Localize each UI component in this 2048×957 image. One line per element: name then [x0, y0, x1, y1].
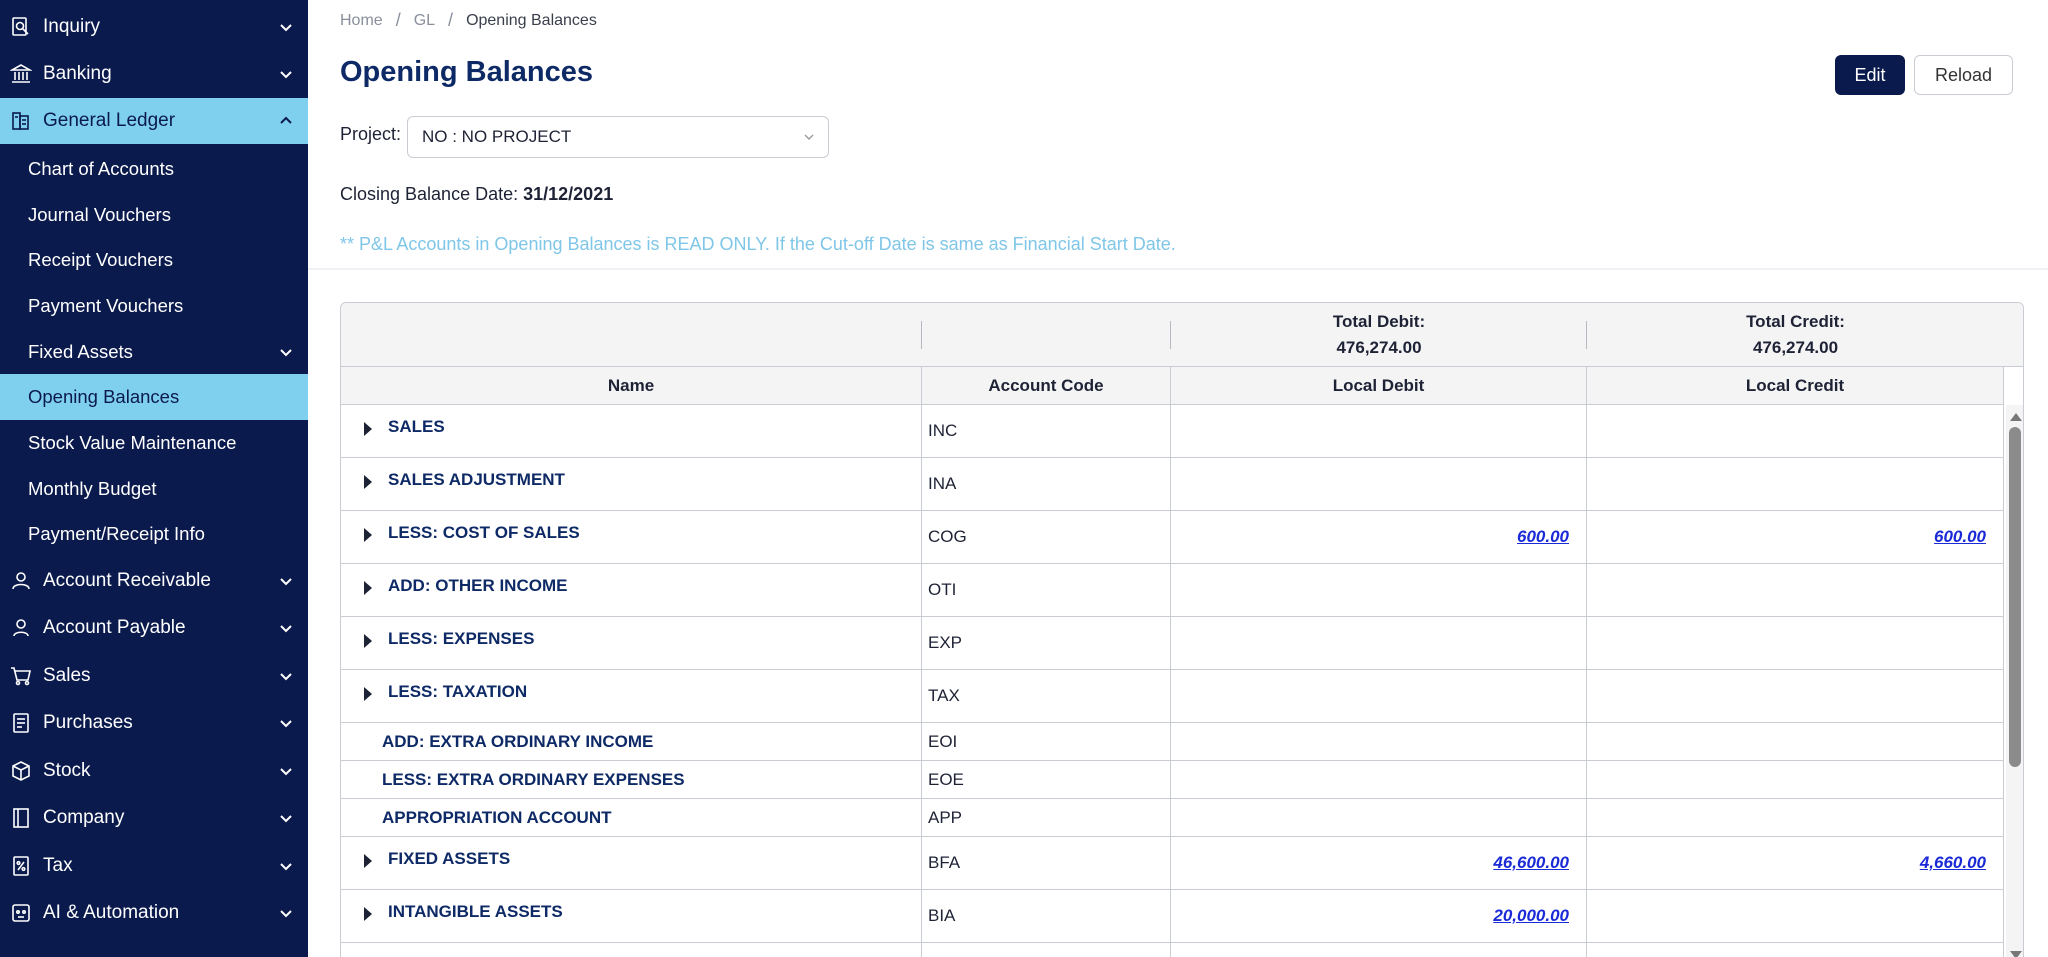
account-name: APPROPRIATION ACCOUNT	[382, 807, 612, 827]
account-code: INC	[922, 405, 1171, 457]
table-row[interactable]	[341, 943, 2004, 957]
local-credit-cell	[1587, 943, 2004, 957]
debit-amount-link[interactable]: 20,000.00	[1493, 906, 1569, 925]
company-icon	[10, 807, 32, 829]
receivable-icon	[10, 570, 32, 592]
chevron-down-icon	[278, 905, 294, 921]
column-header-debit[interactable]: Local Debit	[1171, 367, 1587, 405]
local-credit-cell	[1587, 458, 2004, 510]
local-credit-cell	[1587, 761, 2004, 798]
table-row[interactable]	[341, 761, 2004, 799]
total-debit-label: Total Debit:	[1332, 312, 1426, 331]
sidebar-item-inquiry[interactable]	[0, 4, 308, 50]
sidebar-subitem-journal-vouchers[interactable]: Journal Vouchers	[28, 204, 171, 225]
sidebar-item-ai-automation[interactable]	[0, 890, 308, 936]
breadcrumb-home-link[interactable]: Home	[340, 11, 383, 29]
sidebar-item-label: Account Payable	[43, 617, 186, 638]
totals-header	[341, 303, 2024, 367]
reload-button[interactable]: Reload	[1914, 55, 2013, 95]
table-row[interactable]	[341, 837, 2004, 890]
sidebar-item-label: Company	[43, 807, 125, 828]
breadcrumb-separator: /	[395, 10, 401, 30]
sidebar-subitem-monthly-budget[interactable]: Monthly Budget	[28, 478, 157, 499]
sidebar-subitem-opening-balances[interactable]: Opening Balances	[0, 374, 308, 420]
total-credit-label: Total Credit:	[1746, 312, 1845, 331]
local-debit-cell	[1171, 564, 1587, 616]
scroll-up-icon[interactable]	[2010, 413, 2022, 421]
chevron-down-icon	[278, 344, 294, 360]
project-select-value: NO : NO PROJECT	[422, 127, 572, 146]
chevron-down-icon	[278, 66, 294, 82]
payable-icon	[10, 617, 32, 639]
name-cell	[341, 799, 922, 836]
account-name: LESS: TAXATION	[388, 682, 528, 701]
local-credit-cell	[1587, 564, 2004, 616]
account-name: LESS: EXTRA ORDINARY EXPENSES	[382, 769, 685, 789]
local-debit-cell	[1171, 511, 1587, 563]
ai-icon	[10, 902, 32, 924]
table-row[interactable]	[341, 799, 2004, 837]
local-debit-cell	[1171, 617, 1587, 669]
name-cell	[341, 670, 922, 722]
scroll-down-icon[interactable]	[2010, 951, 2022, 957]
name-cell	[341, 511, 922, 563]
closing-balance-value: 31/12/2021	[523, 184, 614, 204]
expand-icon[interactable]	[364, 634, 372, 648]
chevron-up-icon	[278, 113, 294, 129]
sidebar-item-account-payable[interactable]	[0, 605, 308, 651]
table-row[interactable]	[341, 405, 2004, 458]
account-name: LESS: EXPENSES	[388, 629, 535, 648]
opening-balances-table	[340, 302, 2024, 957]
total-debit-value: 476,274.00	[1336, 338, 1422, 357]
sidebar-item-label: Sales	[43, 665, 91, 686]
name-cell	[341, 564, 922, 616]
page-title: Opening Balances	[340, 56, 594, 88]
sidebar-item-purchases[interactable]	[0, 700, 308, 746]
chevron-down-icon	[278, 19, 294, 35]
read-only-notice: ** P&L Accounts in Opening Balances is READ ONLY. If the Cut-off Date is same as Financial Start Date.	[340, 234, 1176, 254]
local-debit-cell	[1171, 890, 1587, 942]
breadcrumb-separator: /	[448, 10, 454, 30]
account-name: ADD: OTHER INCOME	[388, 576, 568, 595]
sidebar-item-label: Stock	[43, 760, 91, 781]
table-row[interactable]	[341, 890, 2004, 943]
account-code: OTI	[922, 564, 1171, 616]
table-row[interactable]	[341, 564, 2004, 617]
column-headers	[341, 367, 2004, 405]
chevron-down-icon	[278, 810, 294, 826]
breadcrumb	[340, 10, 597, 31]
local-debit-cell	[1171, 723, 1587, 760]
table-row[interactable]	[341, 511, 2004, 564]
column-header-credit[interactable]: Local Credit	[1587, 367, 2004, 405]
account-name: LESS: COST OF SALES	[388, 523, 580, 542]
name-cell	[341, 458, 922, 510]
name-cell	[341, 617, 922, 669]
inquiry-icon	[10, 16, 32, 38]
account-name: FIXED ASSETS	[388, 849, 511, 868]
ledger-icon	[10, 110, 32, 132]
account-code: COG	[922, 511, 1171, 563]
name-cell	[341, 837, 922, 889]
chevron-down-icon	[278, 573, 294, 589]
local-debit-cell	[1171, 761, 1587, 798]
local-debit-cell	[1171, 837, 1587, 889]
local-debit-cell	[1171, 943, 1587, 957]
local-credit-cell	[1587, 511, 2004, 563]
local-credit-cell	[1587, 617, 2004, 669]
account-code: EOI	[922, 723, 1171, 760]
account-code: TAX	[922, 670, 1171, 722]
cart-icon	[10, 665, 32, 687]
expand-icon[interactable]	[364, 422, 372, 436]
sidebar-item-stock[interactable]	[0, 748, 308, 794]
main-content	[308, 0, 2048, 957]
sidebar-item-label: AI & Automation	[43, 902, 180, 923]
local-credit-cell	[1587, 837, 2004, 889]
table-row[interactable]	[341, 458, 2004, 511]
sidebar-item-label: Purchases	[43, 712, 133, 733]
expand-icon[interactable]	[364, 475, 372, 489]
sidebar-subitem-chart-of-accounts[interactable]: Chart of Accounts	[28, 158, 175, 179]
local-credit-cell	[1587, 670, 2004, 722]
account-code: BIA	[922, 890, 1171, 942]
account-code: APP	[922, 799, 1171, 836]
local-debit-cell	[1171, 670, 1587, 722]
account-name: SALES ADJUSTMENT	[388, 470, 565, 489]
box-icon	[10, 760, 32, 782]
expand-icon[interactable]	[364, 581, 372, 595]
account-code: INA	[922, 458, 1171, 510]
total-debit	[1171, 309, 1587, 361]
sidebar-item-account-receivable[interactable]	[0, 558, 308, 604]
local-credit-cell	[1587, 799, 2004, 836]
sidebar-item-label: Account Receivable	[43, 570, 211, 591]
local-debit-cell	[1171, 799, 1587, 836]
sidebar-subitem-payment-vouchers[interactable]: Payment Vouchers	[28, 295, 184, 316]
sidebar-subitem-stock-value-maintenance[interactable]: Stock Value Maintenance	[28, 432, 237, 453]
sidebar-item-sales[interactable]	[0, 653, 308, 699]
account-code: BFA	[922, 837, 1171, 889]
name-cell	[341, 943, 922, 957]
divider	[308, 268, 2048, 270]
chevron-down-icon	[278, 763, 294, 779]
expand-icon[interactable]	[364, 528, 372, 542]
name-cell	[341, 723, 922, 760]
closing-balance-label: Closing Balance Date:	[340, 184, 519, 204]
total-credit	[1587, 309, 2004, 361]
local-credit-cell	[1587, 890, 2004, 942]
breadcrumb-gl-link[interactable]: GL	[413, 11, 436, 29]
account-code: EOE	[922, 761, 1171, 798]
credit-amount-link[interactable]: 4,660.00	[1919, 853, 1986, 872]
chevron-down-icon	[278, 715, 294, 731]
expand-icon[interactable]	[364, 854, 372, 868]
closing-balance-date	[340, 184, 613, 205]
expand-icon[interactable]	[364, 687, 372, 701]
sidebar-subitem-payment-receipt-info[interactable]: Payment/Receipt Info	[28, 523, 205, 544]
table-row[interactable]	[341, 670, 2004, 723]
name-cell	[341, 761, 922, 798]
tax-icon	[10, 855, 32, 877]
project-label: Project:	[340, 124, 402, 144]
chevron-down-icon	[278, 858, 294, 874]
sidebar-item-label: Banking	[43, 63, 112, 84]
sidebar	[0, 0, 308, 957]
sidebar-item-general-ledger[interactable]	[0, 98, 308, 144]
total-credit-value: 476,274.00	[1752, 338, 1839, 357]
column-header-name[interactable]: Name	[341, 367, 922, 405]
debit-amount-link[interactable]: 46,600.00	[1493, 853, 1569, 872]
table-row[interactable]	[341, 723, 2004, 761]
sidebar-item-tax[interactable]	[0, 843, 308, 889]
local-credit-cell	[1587, 723, 2004, 760]
sidebar-item-banking[interactable]	[0, 51, 308, 97]
expand-icon[interactable]	[364, 907, 372, 921]
account-code: EXP	[922, 617, 1171, 669]
credit-amount-link[interactable]: 600.00	[1934, 527, 1986, 546]
sidebar-item-label: General Ledger	[43, 110, 176, 131]
project-select[interactable]	[407, 116, 829, 158]
account-code	[922, 943, 1171, 957]
chevron-down-icon	[802, 130, 816, 144]
sidebar-item-label: Inquiry	[43, 16, 101, 37]
sidebar-item-label: Tax	[43, 855, 73, 876]
chevron-down-icon	[278, 668, 294, 684]
header-separator	[921, 321, 922, 349]
breadcrumb-current: Opening Balances	[466, 11, 597, 29]
table-row[interactable]	[341, 617, 2004, 670]
local-credit-cell	[1587, 405, 2004, 457]
sidebar-item-company[interactable]	[0, 795, 308, 841]
account-name: ADD: EXTRA ORDINARY INCOME	[382, 731, 654, 751]
purchases-icon	[10, 712, 32, 734]
name-cell	[341, 405, 922, 457]
sidebar-subitem-receipt-vouchers[interactable]: Receipt Vouchers	[28, 249, 174, 270]
name-cell	[341, 890, 922, 942]
sidebar-subitem-fixed-assets[interactable]: Fixed Assets	[0, 329, 308, 375]
debit-amount-link[interactable]: 600.00	[1517, 527, 1569, 546]
bank-icon	[10, 63, 32, 85]
account-name: INTANGIBLE ASSETS	[388, 902, 563, 921]
local-debit-cell	[1171, 405, 1587, 457]
edit-button[interactable]: Edit	[1835, 55, 1905, 95]
column-header-code[interactable]: Account Code	[922, 367, 1171, 405]
account-name: SALES	[388, 417, 445, 436]
chevron-down-icon	[278, 620, 294, 636]
local-debit-cell	[1171, 458, 1587, 510]
scrollbar-thumb[interactable]	[2009, 427, 2021, 767]
table-scrollbar[interactable]	[2006, 405, 2024, 957]
